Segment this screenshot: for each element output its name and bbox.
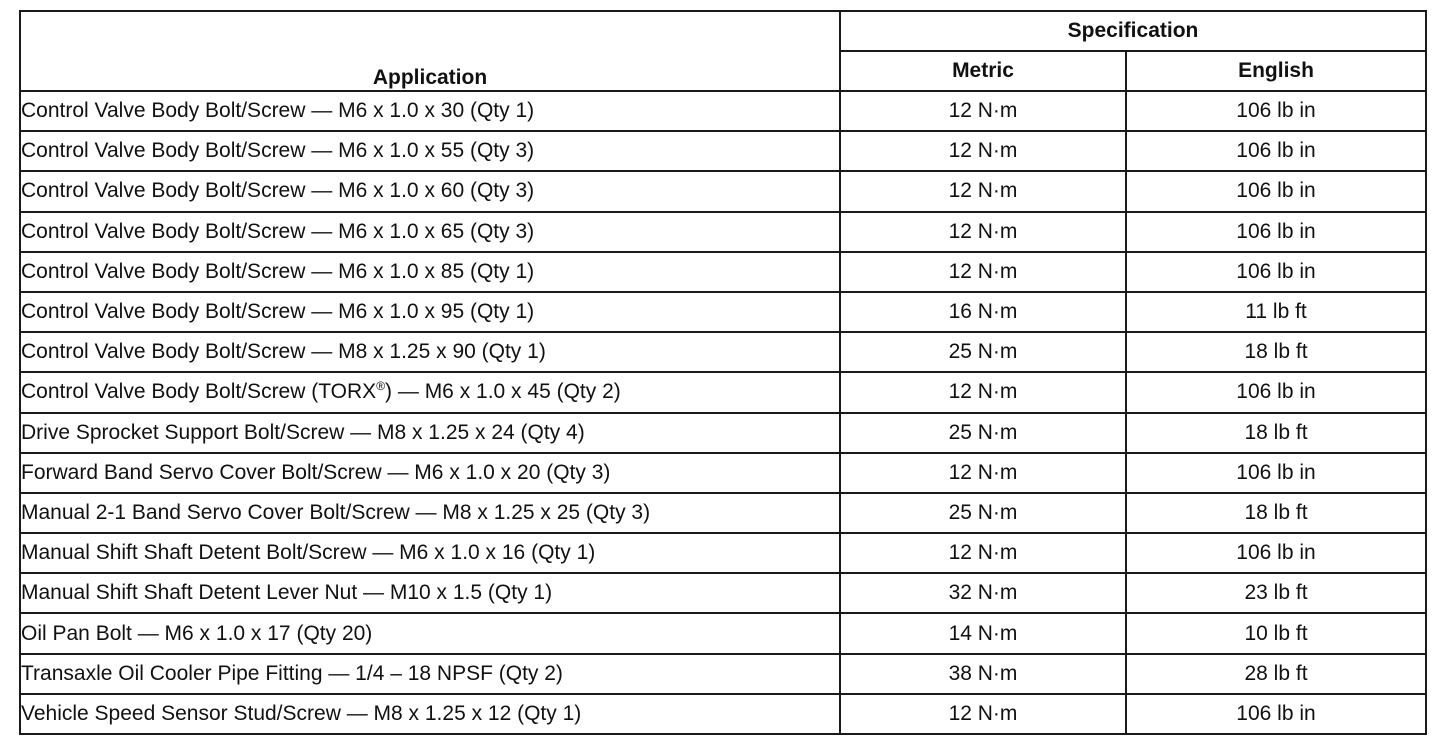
application-text: Control Valve Body Bolt/Screw — M8 x 1.25 x 90 (Qty 1) [21,340,546,364]
metric-cell: 14 N·m [840,613,1126,653]
english-cell: 106 lb in [1126,694,1426,734]
table-row [20,332,1426,372]
table-body [20,91,1426,734]
registered-mark: ® [376,379,386,394]
english-cell: 106 lb in [1126,453,1426,493]
table-row [20,171,1426,211]
application-cell [20,533,840,573]
fastener-spec-table [19,10,1427,735]
application-cell [20,372,840,412]
application-text: Manual 2-1 Band Servo Cover Bolt/Screw — M8 x 1.25 x 25 (Qty 3) [21,500,651,524]
metric-cell: 25 N·m [840,413,1126,453]
table-row [20,533,1426,573]
application-text: Oil Pan Bolt — M6 x 1.0 x 17 (Qty 20) [21,621,373,645]
application-text-suffix: ) — M6 x 1.0 x 45 (Qty 2) [385,380,621,404]
application-cell [20,292,840,332]
table-header [20,11,1426,91]
table-row [20,573,1426,613]
table-row [20,292,1426,332]
application-text: Manual Shift Shaft Detent Bolt/Screw — M6 x 1.0 x 16 (Qty 1) [21,541,596,565]
english-cell: 18 lb ft [1126,493,1426,533]
table-row [20,694,1426,734]
english-cell: 106 lb in [1126,171,1426,211]
metric-cell: 25 N·m [840,332,1126,372]
table-row [20,493,1426,533]
application-cell [20,212,840,252]
english-cell: 106 lb in [1126,91,1426,131]
english-cell: 23 lb ft [1126,573,1426,613]
table-row [20,413,1426,453]
application-text: Forward Band Servo Cover Bolt/Screw — M6 x 1.0 x 20 (Qty 3) [21,460,611,484]
application-cell [20,694,840,734]
english-cell: 106 lb in [1126,212,1426,252]
application-text: Control Valve Body Bolt/Screw — M6 x 1.0 x 55 (Qty 3) [21,139,535,163]
english-cell: 28 lb ft [1126,654,1426,694]
metric-cell: 38 N·m [840,654,1126,694]
application-cell [20,573,840,613]
english-cell: 106 lb in [1126,252,1426,292]
english-cell: 18 lb ft [1126,413,1426,453]
metric-cell: 32 N·m [840,573,1126,613]
application-text: Control Valve Body Bolt/Screw — M6 x 1.0 x 60 (Qty 3) [21,179,535,203]
english-cell: 106 lb in [1126,131,1426,171]
metric-cell: 12 N·m [840,212,1126,252]
english-cell: 11 lb ft [1126,292,1426,332]
english-cell: 106 lb in [1126,372,1426,412]
application-cell [20,613,840,653]
metric-cell: 12 N·m [840,694,1126,734]
table-row [20,252,1426,292]
application-text: Control Valve Body Bolt/Screw (TORX [21,380,377,404]
table-row [20,212,1426,252]
application-cell [20,453,840,493]
application-text: Control Valve Body Bolt/Screw — M6 x 1.0 x 30 (Qty 1) [21,99,535,123]
column-header-english: English [1126,51,1426,91]
application-cell [20,252,840,292]
application-text: Vehicle Speed Sensor Stud/Screw — M8 x 1.25 x 12 (Qty 1) [21,701,582,725]
application-cell [20,91,840,131]
application-text: Control Valve Body Bolt/Screw — M6 x 1.0 x 65 (Qty 3) [21,219,535,243]
metric-cell: 16 N·m [840,292,1126,332]
column-header-metric: Metric [840,51,1126,91]
english-cell: 18 lb ft [1126,332,1426,372]
metric-cell: 12 N·m [840,453,1126,493]
application-cell [20,171,840,211]
table-row [20,613,1426,653]
metric-cell: 12 N·m [840,372,1126,412]
metric-cell: 12 N·m [840,533,1126,573]
metric-cell: 12 N·m [840,171,1126,211]
column-header-specification: Specification [840,11,1426,51]
metric-cell: 12 N·m [840,131,1126,171]
application-cell [20,413,840,453]
table-row [20,372,1426,412]
column-header-application: Application [20,11,840,91]
metric-cell: 12 N·m [840,91,1126,131]
application-text: Control Valve Body Bolt/Screw — M6 x 1.0 x 85 (Qty 1) [21,259,535,283]
application-text: Transaxle Oil Cooler Pipe Fitting — 1/4 – 18 NPSF (Qty 2) [21,661,563,685]
application-cell [20,131,840,171]
english-cell: 10 lb ft [1126,613,1426,653]
english-cell: 106 lb in [1126,533,1426,573]
metric-cell: 12 N·m [840,252,1126,292]
header-row-top [20,11,1426,51]
metric-cell: 25 N·m [840,493,1126,533]
application-cell [20,332,840,372]
table-row [20,654,1426,694]
table-row [20,453,1426,493]
application-text: Drive Sprocket Support Bolt/Screw — M8 x 1.25 x 24 (Qty 4) [21,420,585,444]
table-row [20,91,1426,131]
application-text: Manual Shift Shaft Detent Lever Nut — M10 x 1.5 (Qty 1) [21,581,553,605]
application-text: Control Valve Body Bolt/Screw — M6 x 1.0 x 95 (Qty 1) [21,300,535,324]
table-row [20,131,1426,171]
application-cell [20,493,840,533]
application-cell [20,654,840,694]
